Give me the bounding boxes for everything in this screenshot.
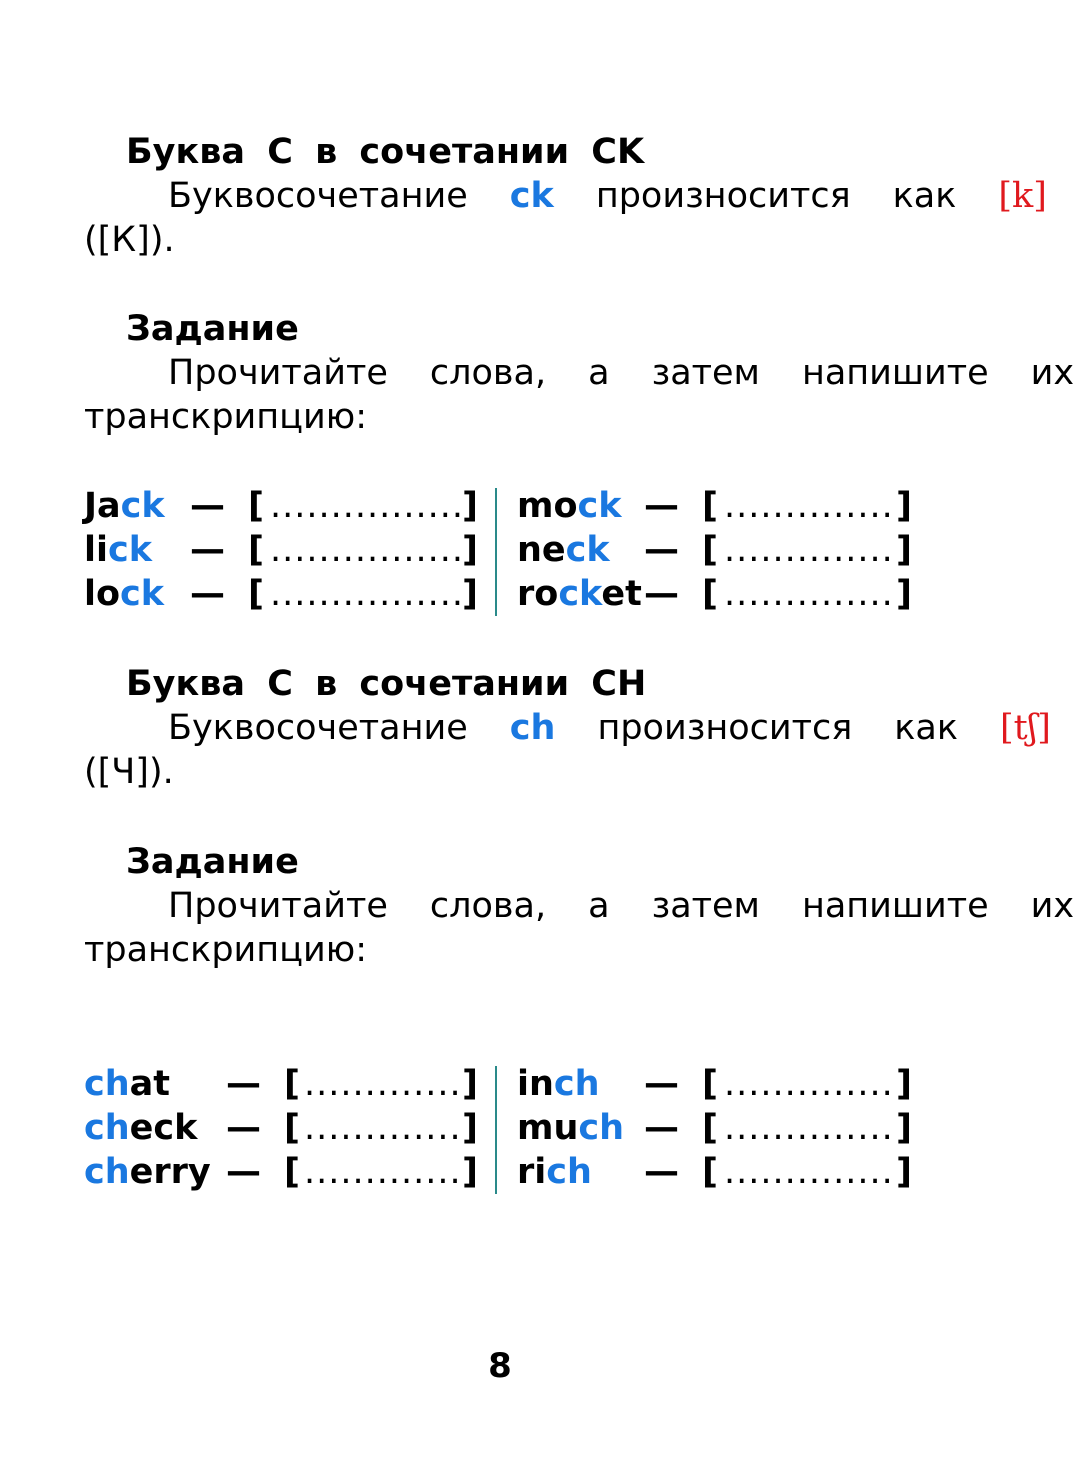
text-word: как <box>892 176 957 216</box>
transcription-blank[interactable]: ............. <box>304 1152 462 1192</box>
word: inch <box>517 1064 600 1104</box>
dash: — <box>644 574 679 614</box>
open-bracket: [ <box>702 1064 718 1104</box>
text-word: как <box>894 708 959 748</box>
combo-ck: ck <box>509 176 554 216</box>
table-row <box>84 1150 910 1194</box>
dash: — <box>226 1064 261 1104</box>
open-bracket: [ <box>284 1108 300 1148</box>
text-word: а <box>588 886 610 926</box>
table-row <box>84 1106 910 1150</box>
word: cherry <box>84 1152 211 1192</box>
word: neck <box>517 530 610 570</box>
table-row <box>84 572 910 616</box>
section-heading-ch: Буква C в сочетании CH <box>126 664 647 704</box>
task-heading: Задание <box>126 309 299 349</box>
task-2 <box>84 840 1074 972</box>
text-word: произносится <box>597 708 853 748</box>
transcription-blank[interactable]: ............. <box>304 1064 462 1104</box>
table-row <box>84 1062 910 1106</box>
transcription-blank[interactable]: .............. <box>724 1108 894 1148</box>
transcription-blank[interactable]: ............. <box>304 1108 462 1148</box>
section-text-ck <box>84 174 1047 262</box>
word: lock <box>84 574 165 614</box>
text-word: затем <box>651 353 760 393</box>
dash: — <box>190 530 225 570</box>
task-heading: Задание <box>126 842 299 882</box>
table-row <box>84 484 910 528</box>
dash: — <box>190 574 225 614</box>
text-word: Буквосочетание <box>168 176 468 216</box>
close-bracket: ] <box>462 574 478 614</box>
cyrillic-equivalent: ([Ч]). <box>84 752 174 792</box>
close-bracket: ] <box>896 574 912 614</box>
word: much <box>517 1108 625 1148</box>
transcription-blank[interactable]: ................ <box>270 486 465 526</box>
dash: — <box>190 486 225 526</box>
text-word: слова, <box>429 353 547 393</box>
word: chat <box>84 1064 171 1104</box>
close-bracket: ] <box>462 530 478 570</box>
open-bracket: [ <box>702 530 718 570</box>
word: rich <box>517 1152 592 1192</box>
dash: — <box>644 1108 679 1148</box>
close-bracket: ] <box>896 1064 912 1104</box>
text-word: Прочитайте <box>168 886 388 926</box>
open-bracket: [ <box>248 574 264 614</box>
close-bracket: ] <box>462 1108 478 1148</box>
word: Jack <box>84 486 165 526</box>
word: rocket <box>517 574 642 614</box>
text-word: напишите <box>801 353 989 393</box>
open-bracket: [ <box>284 1152 300 1192</box>
open-bracket: [ <box>248 530 264 570</box>
open-bracket: [ <box>284 1064 300 1104</box>
text-word: слова, <box>429 886 547 926</box>
text-word: затем <box>651 886 760 926</box>
dash: — <box>226 1108 261 1148</box>
word: check <box>84 1108 198 1148</box>
text-word: их <box>1030 353 1074 393</box>
word-table-ch <box>84 1062 910 1194</box>
transcription-blank[interactable]: ................ <box>270 530 465 570</box>
section-text-ch <box>84 706 1051 794</box>
section-heading-ck: Буква C в сочетании CK <box>126 132 645 172</box>
close-bracket: ] <box>896 1108 912 1148</box>
text-word: произносится <box>595 176 851 216</box>
dash: — <box>226 1152 261 1192</box>
open-bracket: [ <box>702 486 718 526</box>
text-word: Прочитайте <box>168 353 388 393</box>
task-text-line2: транскрипцию: <box>84 397 367 437</box>
text-word: напишите <box>801 886 989 926</box>
close-bracket: ] <box>896 530 912 570</box>
transcription-blank[interactable]: .............. <box>724 486 894 526</box>
dash: — <box>644 530 679 570</box>
open-bracket: [ <box>702 1152 718 1192</box>
ipa-k: [k] <box>998 176 1047 216</box>
dash: — <box>644 1152 679 1192</box>
combo-ch: ch <box>509 708 556 748</box>
close-bracket: ] <box>462 1152 478 1192</box>
page-number: 8 <box>488 1346 512 1386</box>
cyrillic-equivalent: ([К]). <box>84 220 175 260</box>
dash: — <box>644 1064 679 1104</box>
table-row <box>84 528 910 572</box>
word-table-ck <box>84 484 910 616</box>
close-bracket: ] <box>896 486 912 526</box>
close-bracket: ] <box>462 1064 478 1104</box>
transcription-blank[interactable]: .............. <box>724 1064 894 1104</box>
word: lick <box>84 530 153 570</box>
close-bracket: ] <box>896 1152 912 1192</box>
transcription-blank[interactable]: .............. <box>724 1152 894 1192</box>
text-word: их <box>1030 886 1074 926</box>
word: mock <box>517 486 622 526</box>
close-bracket: ] <box>462 486 478 526</box>
ipa-tsh: [tʃ] <box>1000 708 1051 748</box>
open-bracket: [ <box>702 574 718 614</box>
transcription-blank[interactable]: .............. <box>724 574 894 614</box>
task-1 <box>84 307 1074 439</box>
section-ch <box>84 662 1051 794</box>
open-bracket: [ <box>248 486 264 526</box>
transcription-blank[interactable]: ................ <box>270 574 465 614</box>
task-text-line2: транскрипцию: <box>84 930 367 970</box>
text-word: а <box>588 353 610 393</box>
section-ck <box>84 130 1047 262</box>
transcription-blank[interactable]: .............. <box>724 530 894 570</box>
text-word: Буквосочетание <box>168 708 468 748</box>
dash: — <box>644 486 679 526</box>
open-bracket: [ <box>702 1108 718 1148</box>
